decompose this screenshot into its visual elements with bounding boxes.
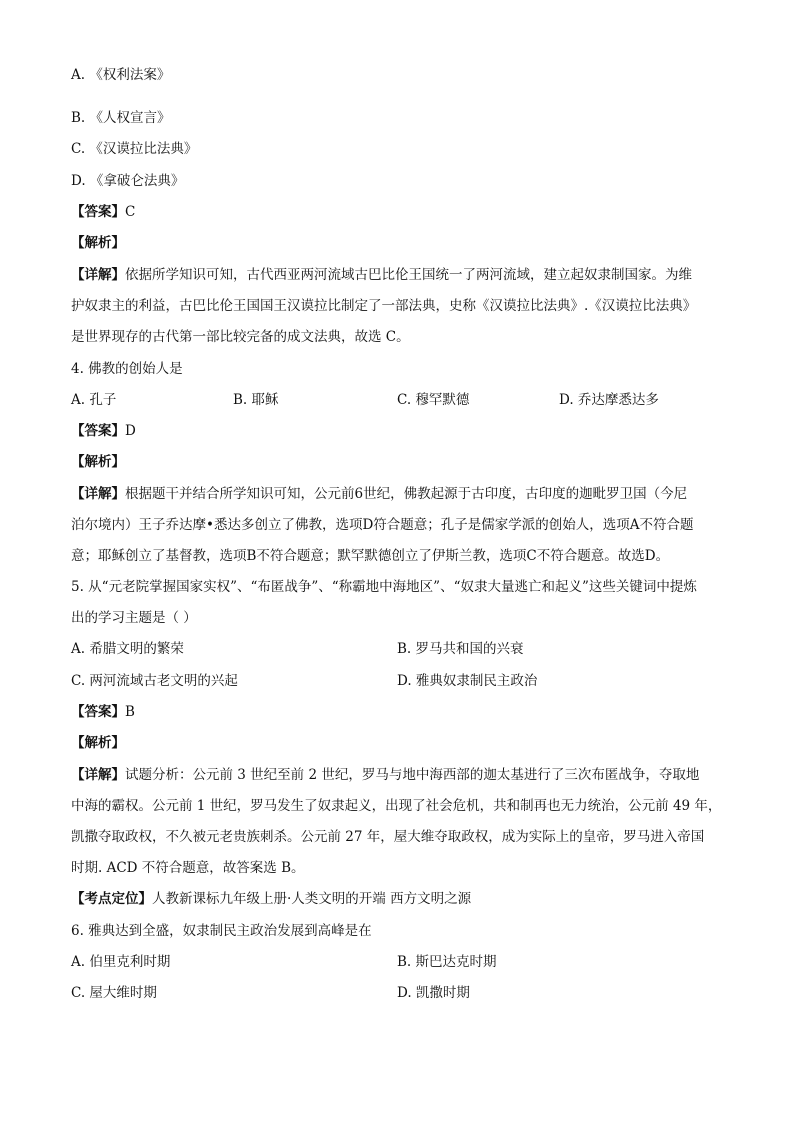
kaodian-tag: 【考点定位】 (71, 891, 152, 907)
answer-tag: 【答案】 (71, 204, 125, 220)
detail-tag: 【详解】 (71, 767, 125, 783)
q5-detail-line4: 时期. ACD 不符合题意，故答案选 B。 (71, 860, 305, 876)
q3-analysis-tag: 【解析】 (71, 235, 125, 251)
q5-option-d: D. 雅典奴隶制民主政治 (397, 673, 538, 689)
q4-option-c: C. 穆罕默德 (397, 392, 470, 408)
detail-tag: 【详解】 (71, 486, 125, 502)
q3-option-c: C. 《汉谟拉比法典》 (71, 141, 198, 157)
q5-detail-line1 (71, 766, 734, 784)
q3-detail-line3: 是世界现存的古代第一部比较完备的成文法典，故选 C。 (71, 329, 410, 345)
detail-text: 试题分析：公元前 3 世纪至前 2 世纪，罗马与地中海西部的迦太基进行了三次布匿战争，夺取地 (125, 767, 700, 783)
q3-answer (71, 203, 734, 221)
q4-detail-line3: 意；耶稣创立了基督教，选项B不符合题意；默罕默德创立了伊斯兰教，选项C不符合题意。故选D。 (71, 548, 670, 564)
q5-detail-line2: 中海的霸权。公元前 1 世纪，罗马发生了奴隶起义，出现了社会危机，共和制再也无力统治，公元前 49 年， (71, 798, 722, 814)
q5-detail-line3: 凯撒夺取政权，不久被元老贵族刺杀。公元前 27 年，屋大维夺取政权，成为实际上的皇帝，罗马进入帝国 (71, 829, 705, 845)
q4-option-b: B. 耶稣 (233, 392, 279, 408)
q3-detail-line2: 护奴隶主的利益，古巴比伦王国国王汉谟拉比制定了一部法典，史称《汉谟拉比法典》.《汉谟拉比法典》 (71, 298, 697, 314)
answer-value: D (125, 423, 136, 439)
q4-option-a: A. 孔子 (71, 392, 117, 408)
answer-value: C (125, 204, 136, 220)
q3-detail-line1 (71, 266, 734, 284)
detail-text: 依据所学知识可知，古代西亚两河流域古巴比伦王国统一了两河流域，建立起奴隶制国家。为维 (125, 267, 692, 283)
q3-option-a: A. 《权利法案》 (71, 67, 171, 83)
q3-option-d: D. 《拿破仑法典》 (71, 173, 185, 189)
q6-option-c: C. 屋大维时期 (71, 985, 157, 1001)
q5-option-a: A. 希腊文明的繁荣 (71, 641, 184, 657)
kaodian-text: 人教新课标九年级上册·人类文明的开端 西方文明之源 (152, 891, 472, 907)
q6-option-a: A. 伯里克利时期 (71, 954, 171, 970)
detail-text: 根据题干并结合所学知识可知，公元前6世纪，佛教起源于古印度，古印度的迦毗罗卫国（今尼 (125, 486, 688, 502)
q4-detail-line2: 泊尔境内）王子乔达摩•悉达多创立了佛教，选项D符合题意；孔子是儒家学派的创始人，选项A不符合题 (71, 517, 694, 533)
q6-stem: 6. 雅典达到全盛，奴隶制民主政治发展到高峰是在 (71, 923, 372, 939)
answer-tag: 【答案】 (71, 704, 125, 720)
answer-value: B (125, 704, 135, 720)
q5-stem-line1: 5. 从“元老院掌握国家实权”、“布匿战争”、“称霸地中海地区”、“奴隶大量逃亡和起义”这些关键词中提炼 (71, 579, 697, 595)
q4-detail-line1 (71, 485, 734, 503)
q5-stem-line2: 出的学习主题是（ ） (71, 610, 197, 626)
detail-tag: 【详解】 (71, 267, 125, 283)
q6-option-b: B. 斯巴达克时期 (397, 954, 497, 970)
q5-option-b: B. 罗马共和国的兴衰 (397, 641, 524, 657)
q5-analysis-tag: 【解析】 (71, 735, 125, 751)
q5-kaodian (71, 890, 734, 908)
q4-answer (71, 422, 734, 440)
q3-option-b: B. 《人权宣言》 (71, 110, 171, 126)
q5-option-c: C. 两河流域古老文明的兴起 (71, 673, 238, 689)
answer-tag: 【答案】 (71, 423, 125, 439)
q6-option-d: D. 凯撒时期 (397, 985, 470, 1001)
q4-stem: 4. 佛教的创始人是 (71, 361, 183, 377)
q4-analysis-tag: 【解析】 (71, 454, 125, 470)
q4-option-d: D. 乔达摩悉达多 (559, 392, 659, 408)
q5-answer (71, 703, 734, 721)
